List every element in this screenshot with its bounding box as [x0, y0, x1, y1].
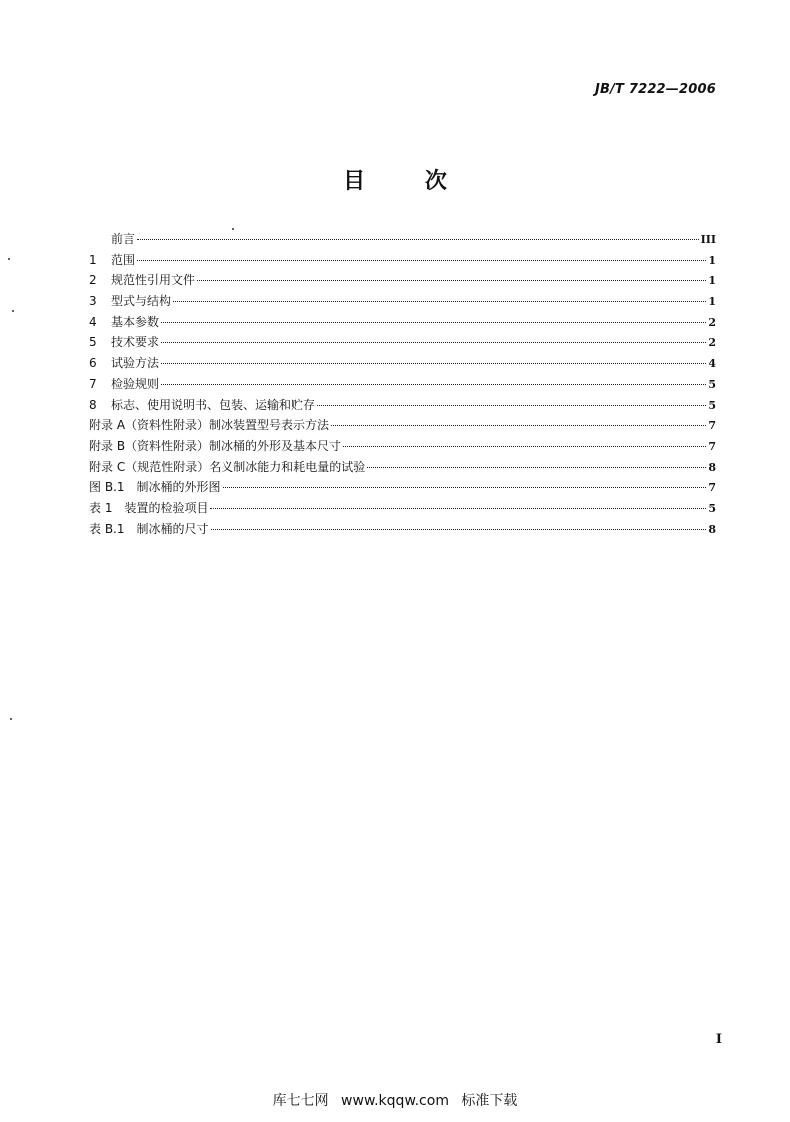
toc-label: 表 1 装置的检验项目 — [89, 500, 209, 515]
toc-entry[interactable] — [89, 499, 716, 520]
toc-leader-dots — [211, 529, 707, 530]
toc-number: 7 — [89, 376, 97, 391]
toc-label: 附录 B（资料性附录）制冰桶的外形及基本尺寸 — [89, 438, 342, 453]
toc-label: 范围 — [111, 252, 136, 267]
toc-entry[interactable] — [89, 478, 716, 499]
toc-number: 8 — [89, 397, 97, 412]
toc-page-number: 2 — [708, 315, 716, 329]
toc-page-number: 5 — [708, 377, 716, 391]
toc-label: 图 B.1 制冰桶的外形图 — [89, 480, 221, 495]
toc-leader-dots — [223, 487, 707, 488]
toc-entry[interactable] — [89, 271, 716, 292]
toc-page-number: 8 — [708, 460, 716, 474]
toc-label: 附录 C（规范性附录）名义制冰能力和耗电量的试验 — [89, 459, 366, 474]
scan-speck — [10, 718, 12, 720]
table-of-contents — [89, 230, 716, 540]
toc-entry[interactable] — [89, 251, 716, 272]
toc-entry[interactable] — [89, 396, 716, 417]
page-title: 目 次 — [343, 169, 473, 194]
toc-label: 基本参数 — [111, 314, 160, 329]
toc-page-number: 4 — [708, 357, 716, 371]
toc-label: 附录 A（资料性附录）制冰装置型号表示方法 — [89, 418, 330, 433]
toc-leader-dots — [197, 280, 706, 281]
toc-number: 1 — [89, 252, 97, 267]
toc-leader-dots — [210, 508, 706, 509]
toc-number: 4 — [89, 314, 97, 329]
toc-entry[interactable] — [89, 292, 716, 313]
toc-leader-dots — [161, 384, 706, 385]
toc-page-number: III — [700, 233, 716, 246]
toc-page-number: 1 — [708, 274, 716, 288]
toc-leader-dots — [317, 405, 706, 406]
toc-entry[interactable] — [89, 416, 716, 437]
toc-entry[interactable] — [89, 333, 716, 354]
toc-label: 检验规则 — [111, 376, 160, 391]
toc-leader-dots — [161, 342, 706, 343]
toc-page-number: 7 — [708, 481, 716, 495]
toc-entry[interactable] — [89, 375, 716, 396]
toc-label: 规范性引用文件 — [111, 273, 196, 288]
toc-number: 3 — [89, 294, 97, 309]
toc-number: 2 — [89, 273, 97, 288]
toc-number: 5 — [89, 335, 97, 350]
toc-page-number: 7 — [708, 439, 716, 453]
toc-leader-dots — [161, 363, 706, 364]
toc-entry[interactable] — [89, 230, 716, 251]
toc-label: 表 B.1 制冰桶的尺寸 — [89, 521, 209, 536]
toc-leader-dots — [331, 425, 706, 426]
toc-entry[interactable] — [89, 313, 716, 334]
toc-leader-dots — [367, 467, 706, 468]
toc-entry[interactable] — [89, 458, 716, 479]
toc-label: 型式与结构 — [111, 294, 172, 309]
toc-entry[interactable] — [89, 520, 716, 541]
toc-label: 标志、使用说明书、包装、运输和贮存 — [111, 397, 316, 412]
toc-page-number: 5 — [708, 398, 716, 412]
scan-speck — [232, 228, 234, 230]
toc-entry[interactable] — [89, 354, 716, 375]
toc-label: 技术要求 — [111, 335, 160, 350]
toc-leader-dots — [137, 260, 706, 261]
toc-page-number: 1 — [708, 253, 716, 267]
toc-leader-dots — [343, 446, 706, 447]
toc-leader-dots — [137, 239, 699, 240]
toc-page-number: 1 — [708, 295, 716, 309]
footer-watermark[interactable]: 库七七网 www.kqqw.com 标准下载 — [272, 1093, 518, 1109]
toc-page-number: 7 — [708, 419, 716, 433]
toc-entry[interactable] — [89, 437, 716, 458]
scan-speck — [12, 310, 14, 312]
scan-speck — [8, 258, 10, 260]
toc-page-number: 8 — [708, 522, 716, 536]
toc-label: 前言 — [111, 232, 136, 246]
toc-leader-dots — [173, 301, 706, 302]
toc-page-number: 2 — [708, 336, 716, 350]
toc-leader-dots — [161, 322, 706, 323]
page-folio: I — [715, 1032, 722, 1047]
toc-label: 试验方法 — [111, 356, 160, 371]
standard-code: JB/T 7222—2006 — [594, 82, 716, 97]
toc-number: 6 — [89, 356, 97, 371]
toc-page-number: 5 — [708, 501, 716, 515]
